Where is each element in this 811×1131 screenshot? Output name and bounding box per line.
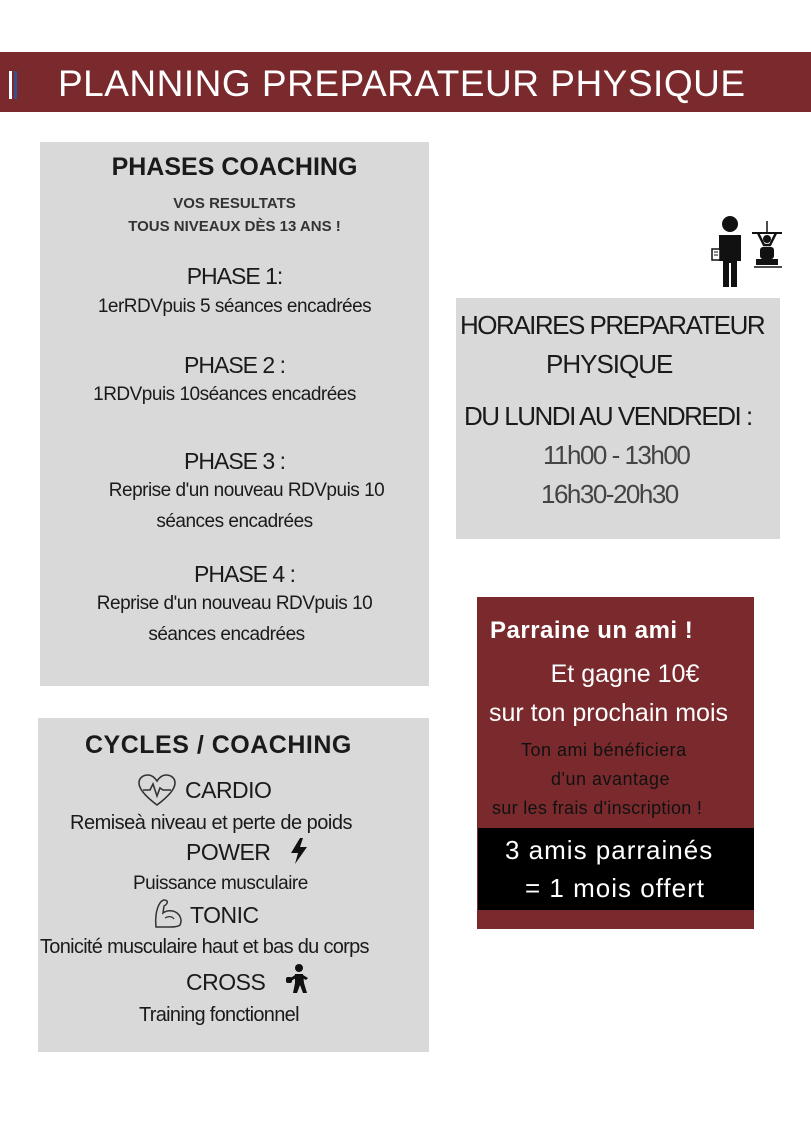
horaires-slot-morning: 11h00 - 13h00 — [543, 440, 690, 470]
offer-line-1: 3 amis parrainés — [505, 835, 714, 865]
phase-1-label: PHASE 1: — [186, 263, 283, 289]
kettlebell-athlete-icon — [285, 963, 313, 995]
referral-small-2: d'un avantage — [551, 769, 671, 789]
phases-title: PHASES COACHING — [111, 153, 358, 181]
cycle-cardio-desc: Remiseà niveau et perte de poids — [70, 812, 352, 834]
offer-line-2: = 1 mois offert — [525, 873, 705, 903]
coach-trainer-icon — [708, 215, 784, 289]
banner-accent-bar — [9, 71, 12, 99]
horaires-slot-evening: 16h30-20h30 — [541, 479, 678, 509]
phase-2-label: PHASE 2 : — [184, 352, 285, 378]
cycle-cardio-name: CARDIO — [185, 777, 272, 803]
phase-2-desc: 1RDVpuis 10séances encadrées — [93, 384, 356, 405]
horaires-title-line1: HORAIRES PREPARATEUR — [460, 310, 765, 340]
referral-title: Parraine un ami ! — [490, 617, 694, 644]
referral-small-3: sur les frais d'inscription ! — [492, 798, 703, 818]
phase-4-desc: Reprise d'un nouveau RDVpuis 10 — [96, 593, 373, 614]
phase-3-desc: Reprise d'un nouveau RDVpuis 10 — [108, 480, 385, 501]
cycle-power-desc: Puissance musculaire — [133, 873, 308, 894]
cycle-cross-desc: Training fonctionnel — [139, 1004, 299, 1026]
horaires-title-line2: PHYSIQUE — [546, 349, 673, 379]
referral-line-gain: Et gagne 10€ — [550, 660, 700, 688]
page-title: PLANNING PREPARATEUR PHYSIQUE — [58, 63, 746, 104]
phase-4-desc-2: séances encadrées — [148, 624, 305, 645]
horaires-days: DU LUNDI AU VENDREDI : — [464, 401, 752, 431]
cycle-tonic-desc: Tonicité musculaire haut et bas du corps — [40, 936, 369, 958]
cycles-title: CYCLES / COACHING — [85, 731, 352, 759]
phase-4-label: PHASE 4 : — [194, 561, 295, 587]
phases-subtitle-levels: TOUS NIVEAUX DÈS 13 ANS ! — [128, 218, 341, 235]
cycle-power-name: POWER — [186, 839, 271, 865]
phase-3-desc-2: séances encadrées — [156, 511, 313, 532]
referral-line-month: sur ton prochain mois — [489, 699, 729, 727]
referral-small-1: Ton ami bénéficiera — [521, 740, 687, 760]
banner-accent-bar-blue — [14, 71, 17, 99]
flexed-arm-icon — [153, 897, 185, 929]
lightning-icon — [288, 837, 310, 865]
phase-3-label: PHASE 3 : — [184, 448, 285, 474]
phase-1-desc: 1erRDVpuis 5 séances encadrées — [97, 296, 372, 317]
cycle-tonic-name: TONIC — [190, 902, 259, 928]
phases-subtitle-results: VOS RESULTATS — [173, 195, 296, 212]
heart-pulse-icon — [137, 774, 177, 808]
cycle-cross-name: CROSS — [186, 969, 266, 995]
